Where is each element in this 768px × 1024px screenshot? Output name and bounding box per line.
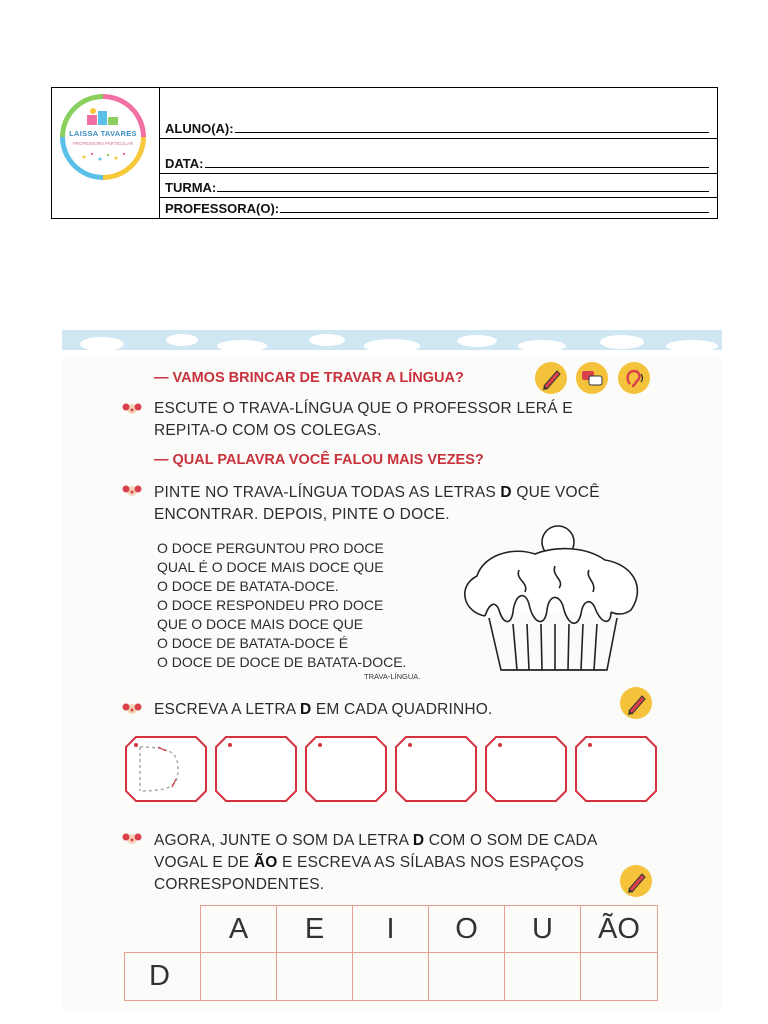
letter-box[interactable] [574, 735, 658, 803]
clown-bullet-icon [122, 700, 142, 718]
poem-line: QUE O DOCE MAIS DOCE QUE [157, 616, 364, 632]
pencil-icon [620, 687, 652, 719]
letter-box[interactable] [304, 735, 388, 803]
class-line[interactable] [217, 190, 709, 192]
pencil-icon [535, 362, 567, 394]
instruction-4-line-2 [154, 852, 584, 874]
poem-line: O DOCE DE BATATA-DOCE É [157, 635, 349, 651]
clown-bullet-icon [122, 830, 142, 848]
poem-line: O DOCE DE BATATA-DOCE. [157, 578, 339, 594]
question-2: — QUAL PALAVRA VOCÊ FALOU MAIS VEZES? [154, 452, 484, 468]
tongue-twister-poem [157, 539, 406, 672]
syllable-answer-cell[interactable] [352, 952, 429, 1001]
syllable-answer-cell[interactable] [428, 952, 505, 1001]
instruction-3-letter: D [299, 701, 312, 718]
instruction-2-text-a: PINTE NO TRAVA-LÍNGUA TODAS AS LETRAS [154, 484, 501, 501]
poem-line: O DOCE DE DOCE DE BATATA-DOCE. [157, 654, 407, 670]
letter-box-traced[interactable] [124, 735, 208, 803]
letter-box[interactable] [394, 735, 478, 803]
instruction-4-text-b: COM O SOM DE CADA [424, 832, 598, 849]
stars-icon [79, 151, 129, 163]
logo-cell [52, 88, 160, 218]
teacher-label: PROFESSORA(O): [165, 201, 280, 216]
instruction-3 [154, 699, 493, 721]
instruction-3-text-b: EM CADA QUADRINHO. [311, 701, 493, 718]
clown-bullet-icon [122, 400, 142, 418]
letter-box[interactable] [484, 735, 568, 803]
table-header-cell: O [428, 905, 505, 953]
poem-line: QUAL É O DOCE MAIS DOCE QUE [157, 559, 384, 575]
instruction-4-text-a: AGORA, JUNTE O SOM DA LETRA [154, 832, 413, 849]
student-name-label: ALUNO(A): [165, 121, 234, 136]
teacher-line[interactable] [280, 211, 709, 213]
class-field[interactable] [160, 174, 717, 198]
date-label: DATA: [165, 156, 204, 171]
teacher-field[interactable] [160, 198, 717, 218]
instruction-4-line-1 [154, 830, 598, 852]
question-1: — VAMOS BRINCAR DE TRAVAR A LÍNGUA? [154, 370, 464, 386]
syllable-answer-cell[interactable] [580, 952, 658, 1001]
table-header-cell: A [200, 905, 277, 953]
poem-line: O DOCE RESPONDEU PRO DOCE [157, 597, 384, 613]
instruction-4-letter: D [412, 832, 425, 849]
syllable-answer-cell[interactable] [276, 952, 353, 1001]
table-row-label: D [124, 952, 201, 1001]
poem-line: O DOCE PERGUNTOU PRO DOCE [157, 540, 384, 556]
logo [60, 94, 146, 180]
instruction-1-line-1: ESCUTE O TRAVA-LÍNGUA QUE O PROFESSOR LERÁ E [154, 400, 573, 417]
syllable-answer-cell[interactable] [504, 952, 581, 1001]
ear-icon [618, 362, 650, 394]
instruction-2-letter: D [500, 484, 512, 501]
student-info-table [51, 87, 718, 219]
poem-credit: TRAVA-LÍNGUA. [364, 672, 421, 681]
syllable-table [124, 905, 658, 1001]
syllable-answer-cell[interactable] [200, 952, 277, 1001]
clown-bullet-icon [122, 482, 142, 500]
books-icon [85, 107, 121, 127]
instruction-3-text-a: ESCREVA A LETRA [154, 701, 300, 718]
instruction-2-line-2: ENCONTRAR. DEPOIS, PINTE O DOCE. [154, 506, 450, 523]
pencil-icon [620, 865, 652, 897]
instruction-2-line-1 [154, 482, 600, 504]
speech-bubbles-icon [576, 362, 608, 394]
activity-sheet [62, 330, 722, 1010]
instruction-4-text-d: E ESCREVA AS SÍLABAS NOS ESPAÇOS [277, 854, 585, 871]
letter-box[interactable] [214, 735, 298, 803]
logo-title: LAISSA TAVARES [69, 129, 137, 138]
logo-subtitle: PROFESSORA PARTICULAR [72, 141, 134, 146]
instruction-4-line-3: CORRESPONDENTES. [154, 876, 325, 893]
table-header-cell: I [352, 905, 429, 953]
clouds-banner [62, 330, 722, 356]
instruction-4-bold: ÃO [253, 854, 278, 871]
student-name-field[interactable] [160, 88, 717, 139]
table-header-cell: U [504, 905, 581, 953]
instruction-2-text-b: QUE VOCÊ [511, 484, 600, 501]
letter-writing-boxes [124, 735, 664, 805]
date-line[interactable] [205, 166, 709, 168]
instruction-4-text-c: VOGAL E DE [154, 854, 254, 871]
table-header-cell: E [276, 905, 353, 953]
cupcake-illustration[interactable] [455, 520, 650, 682]
date-field[interactable] [160, 139, 717, 174]
class-label: TURMA: [165, 180, 217, 195]
student-name-line[interactable] [235, 131, 709, 133]
table-header-cell: ÃO [580, 905, 658, 953]
instruction-1-line-2: REPITA-O COM OS COLEGAS. [154, 422, 382, 439]
